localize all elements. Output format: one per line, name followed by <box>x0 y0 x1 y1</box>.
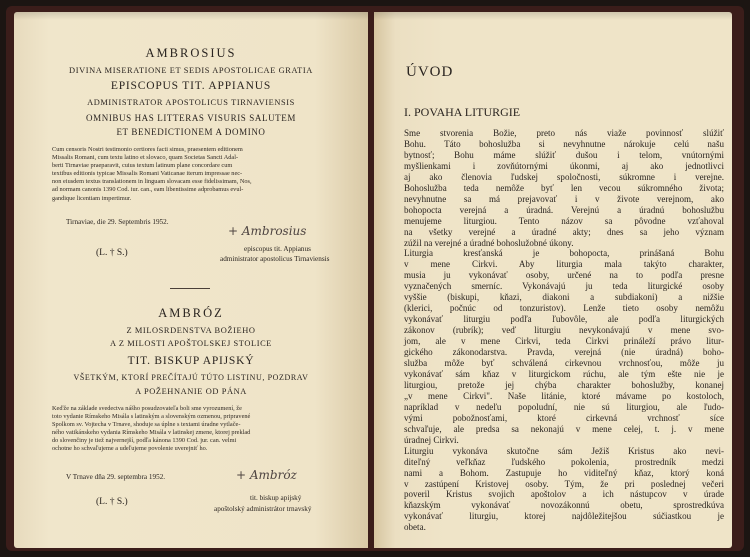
body-line: vyššie (biskupi, kňazi, diakoni a subdiakoni) a nižšie <box>404 292 724 303</box>
body-line: zúžil na verejné a úradné bohoslužobné úkony. <box>404 237 574 248</box>
body-line: Bohoslužba teda nemôže byť len vecou súkromného života; <box>404 182 724 193</box>
latin-body-line: ad normam canonis 1390 Cod. iur. can., eam libentissime adprobamus evul- <box>52 186 244 194</box>
body-line: v mene Cirkvi. Aby liturgia mala takýto charakter, <box>404 259 724 270</box>
body-line: Liturgiu vykonáva skutočne sám Ježiš Kristus ako nevi- <box>404 445 724 456</box>
body-line: menujeme liturgiou. Tento názov sa pôvodne vzťahoval <box>404 215 724 226</box>
chapter-heading: ÚVOD <box>406 64 454 80</box>
body-line: služba môže byť schválená cirkevnou vrchnosťou, môže ju <box>404 358 724 369</box>
body-line: „v mene Cirkvi". Naše litánie, ktoré mávame po kostoloch, <box>404 390 724 401</box>
slovak-seal: (L. † S.) <box>96 497 128 507</box>
slovak-body-line: do slovenčiny je tiež najvernejší, podľa kánona 1390 Cod. jur. can. velmi <box>52 437 237 445</box>
body-line: poveril Kristus svojich apoštolov a ich nástupcov v úrade <box>404 489 724 500</box>
body-line: bohopocta verejná a úradná. Verejnú a úradnú bohoslužbu <box>404 204 724 215</box>
body-line: zákonov (rubrík); veď liturgiu nevykonávajú v mene svo- <box>404 325 724 336</box>
latin-line4: ET BENEDICTIONEM A DOMINO <box>116 127 266 137</box>
body-line: (klerici, počnúc od tonzuristov). Lenže tieto osoby nemôžu <box>404 303 724 314</box>
slovak-body-line: ochotne ho schvaľujeme a udeľujeme povolenie uverejniť ho. <box>52 445 208 453</box>
slovak-line2: A Z MILOSTI APOŠTOLSKEJ STOLICE <box>109 339 273 348</box>
body-line: obeta. <box>404 522 426 533</box>
body-line: liturgiou, pretože jej chýba charakter bohoslužby, konanej <box>404 379 724 390</box>
body-line: myšlienkami i zovňútornými úkonmi, aj ako jednotlivci <box>404 160 724 171</box>
body-line: diteľný veľkňaz ľudského pokolenia, prostredník medzi <box>404 456 724 467</box>
slovak-body-line: Spolkom sv. Vojtecha v Trnave, shoduje sa úplne s textami úradne vytlače- <box>52 421 241 429</box>
latin-signature: + Ambrosius <box>228 224 307 238</box>
body-line: gického zákonodarstva. Pravda, verejná (nie úradná) boho- <box>404 347 724 358</box>
body-line: aj ako členovia ľudskej spoločnosti, súkromne i verejne. <box>404 171 724 182</box>
slovak-body-line: Keďže na základe svedectva nášho posudzovateľa boli sme vyrozumení, že <box>52 405 242 412</box>
latin-body-line: textibus editionis typicae Missalis Romani Vaticanae iterum impressae nec- <box>52 170 243 178</box>
slovak-signature: + Ambróz <box>236 468 297 482</box>
book-spread <box>6 6 744 551</box>
body-line: vykonávať sám kňaz v liturgickom rúchu, ale tým ešte nie je <box>404 368 724 379</box>
latin-seal: (L. † S.) <box>96 248 128 258</box>
latin-body-line: gandique licentiam impertimur. <box>52 194 132 202</box>
left-page <box>14 12 368 548</box>
slovak-title: TIT. BISKUP APIJSKÝ <box>127 355 255 367</box>
body-text <box>404 128 724 533</box>
latin-sig-line1: episcopus tit. Appianus <box>244 245 311 253</box>
body-line: Bohu. Táto bohoslužba si nevyhnutne nárokuje celú našu <box>404 138 724 149</box>
body-line: vykonávať liturgiu podľa ľubovôle, ale podľa liturgických <box>404 314 724 325</box>
slovak-date: V Trnave dňa 29. septembra 1952. <box>66 473 166 481</box>
latin-body-line: Missalis Romani, cum textu latino et slovaco, quam Societas Sancti Adal- <box>52 154 239 162</box>
latin-body-line: Cum censoris Nostri testimonio certiores facti simus, praesentem editionem <box>52 146 243 153</box>
body-line: v zastúpení Kristovej osoby. Tým, že pri poslednej večeri <box>404 478 724 489</box>
body-line: nevyhnutne sa má prejavovať i v živote verejnom, ako <box>404 193 724 204</box>
latin-body-line: berti Tirnaviae praeparavit, cuius textum latinum plane concordare cum <box>52 162 233 170</box>
body-line: vými pobožnosťami, ktoré cirkevná vrchnosť síce <box>404 412 724 423</box>
slovak-line4: A POŽEHNANIE OD PÁNA <box>135 387 247 396</box>
body-line: nami a Bohom. Zastupuje ho viditeľný kňaz, ktorý koná <box>404 467 724 478</box>
latin-body <box>52 146 340 203</box>
page-shadow <box>14 12 368 20</box>
body-line: musia ju vykonávať osoby, určené na to podľa presne <box>404 270 724 281</box>
section-heading: I. POVAHA LITURGIE <box>404 105 521 119</box>
body-line: na všetky verejné a úradné akty; dnes sa jeho význam <box>404 226 724 237</box>
latin-body-line: non eiusdem textus translationem in linguam slovacam esse fidelissimam, Nos, <box>52 178 252 186</box>
slovak-name: AMBRÓZ <box>158 306 224 320</box>
divider <box>170 288 210 289</box>
latin-line2: ADMINISTRATOR APOSTOLICUS TIRNAVIENSIS <box>87 98 295 107</box>
slovak-sig-line1: tit. biskup apijský <box>250 494 302 502</box>
body-line: vykonávať liturgiu, ktorej najdôležitejšou súčiastkou je <box>404 511 724 522</box>
body-line: Sme stvorenia Božie, preto nás viaže povinnosť slúžiť <box>404 128 724 138</box>
latin-line1: DIVINA MISERATIONE ET SEDIS APOSTOLICAE GRATIA <box>69 66 313 75</box>
latin-name: AMBROSIUS <box>145 46 237 60</box>
body-line: kňazským vykonávať novozákonnú obetu, sprostredkúva <box>404 500 724 511</box>
body-line: jom, ale v mene Cirkvi, teda Cirkvi prináleží právo litur- <box>404 336 724 347</box>
latin-line3: OMNIBUS HAS LITTERAS VISURIS SALUTEM <box>86 113 296 123</box>
slovak-body <box>52 405 342 454</box>
slovak-line3: VŠETKÝM, KTORÍ PREČÍTAJÚ TÚTO LISTINU, POZDRAV <box>73 373 309 382</box>
body-line: Liturgia kresťanská je bohopocta, prinášaná Bohu <box>404 248 724 259</box>
body-line: schvaľuje, ale predsa sa nekonajú v mene celej, t. j. v mene <box>404 423 724 434</box>
body-line: napríklad v nedeľu popoludní, nie sú liturgiou, ale ľudo- <box>404 401 724 412</box>
slovak-body-line: ného vatikánskeho vydania Rímskeho Misála v latinskej zmene, ktorej preklad <box>52 429 251 437</box>
right-page <box>374 12 732 548</box>
latin-sig-line2: administrator apostolicus Tirnaviensis <box>220 255 330 263</box>
body-line: vyznačených smerníc. Vykonávajú ju teda liturgické osoby <box>404 281 724 292</box>
latin-date: Tirnaviae, die 29. Septembris 1952. <box>66 218 169 226</box>
page-shadow <box>374 12 732 20</box>
slovak-line1: Z MILOSRDENSTVA BOŽIEHO <box>126 326 256 335</box>
body-line: úradnej Cirkvi. <box>404 434 459 445</box>
body-line: bytnosť; Bohu máme slúžiť dušou i telom, vnútornými <box>404 149 724 160</box>
slovak-body-line: toto vydanie Rímskeho Misála s latinským a slovenským ozmenou, pripravené <box>52 413 251 421</box>
slovak-sig-line2: apoštolský administrátor trnavský <box>214 505 312 513</box>
latin-title: EPISCOPUS TIT. APPIANUS <box>110 80 272 92</box>
